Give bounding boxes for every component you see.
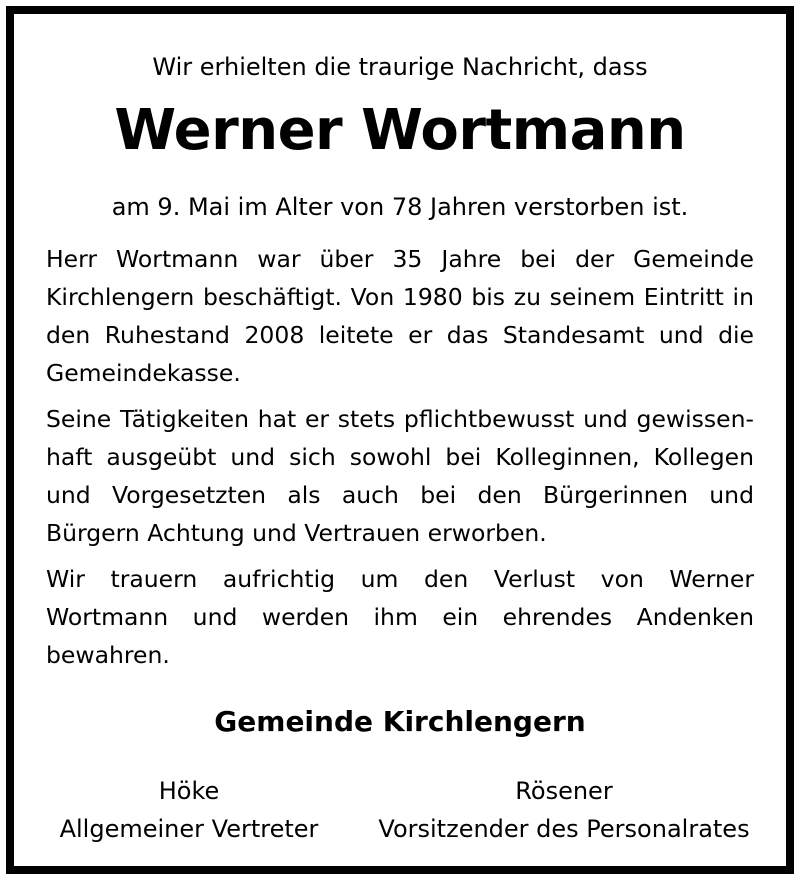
notice-body [46,240,754,682]
paragraph-character: Seine Tätigkeiten hat er stets pflichtbewusst und gewissenhaft ausgeübt und sich sowohl bei Kolleginnen, Kollegen und Vorgesetzten als auch bei den Bürgerinnen und Bürgern Achtung und Vertrauen erworben. [46,405,754,547]
paragraph-mourning: Wir trauern aufrichtig um den Verlust von Werner Wortmann und werden ihm ein ehrendes Andenken bewahren. [46,565,754,669]
signatory-left [44,772,334,848]
signatory-right [364,772,764,848]
death-line: am 9. Mai im Alter von 78 Jahren verstorben ist. [111,193,689,221]
intro-line: Wir erhielten die traurige Nachricht, dass [152,53,648,81]
obituary-notice [6,6,794,874]
organization-name: Gemeinde Kirchlengern [214,705,586,738]
signatory-title: Allgemeiner Vertreter [59,815,319,843]
signatory-name: Rösener [515,777,613,805]
signatory-title: Vorsitzender des Personalrates [378,815,750,843]
deceased-name: Werner Wortmann [114,98,686,163]
signatory-name: Höke [158,777,220,805]
paragraph-career: Herr Wortmann war über 35 Jahre bei der Gemeinde Kirchlengern beschäftigt. Von 1980 bis zu seinem Eintritt in den Ruhestand 2008 leitete er das Standesamt und die Gemeindekasse. [46,245,754,387]
